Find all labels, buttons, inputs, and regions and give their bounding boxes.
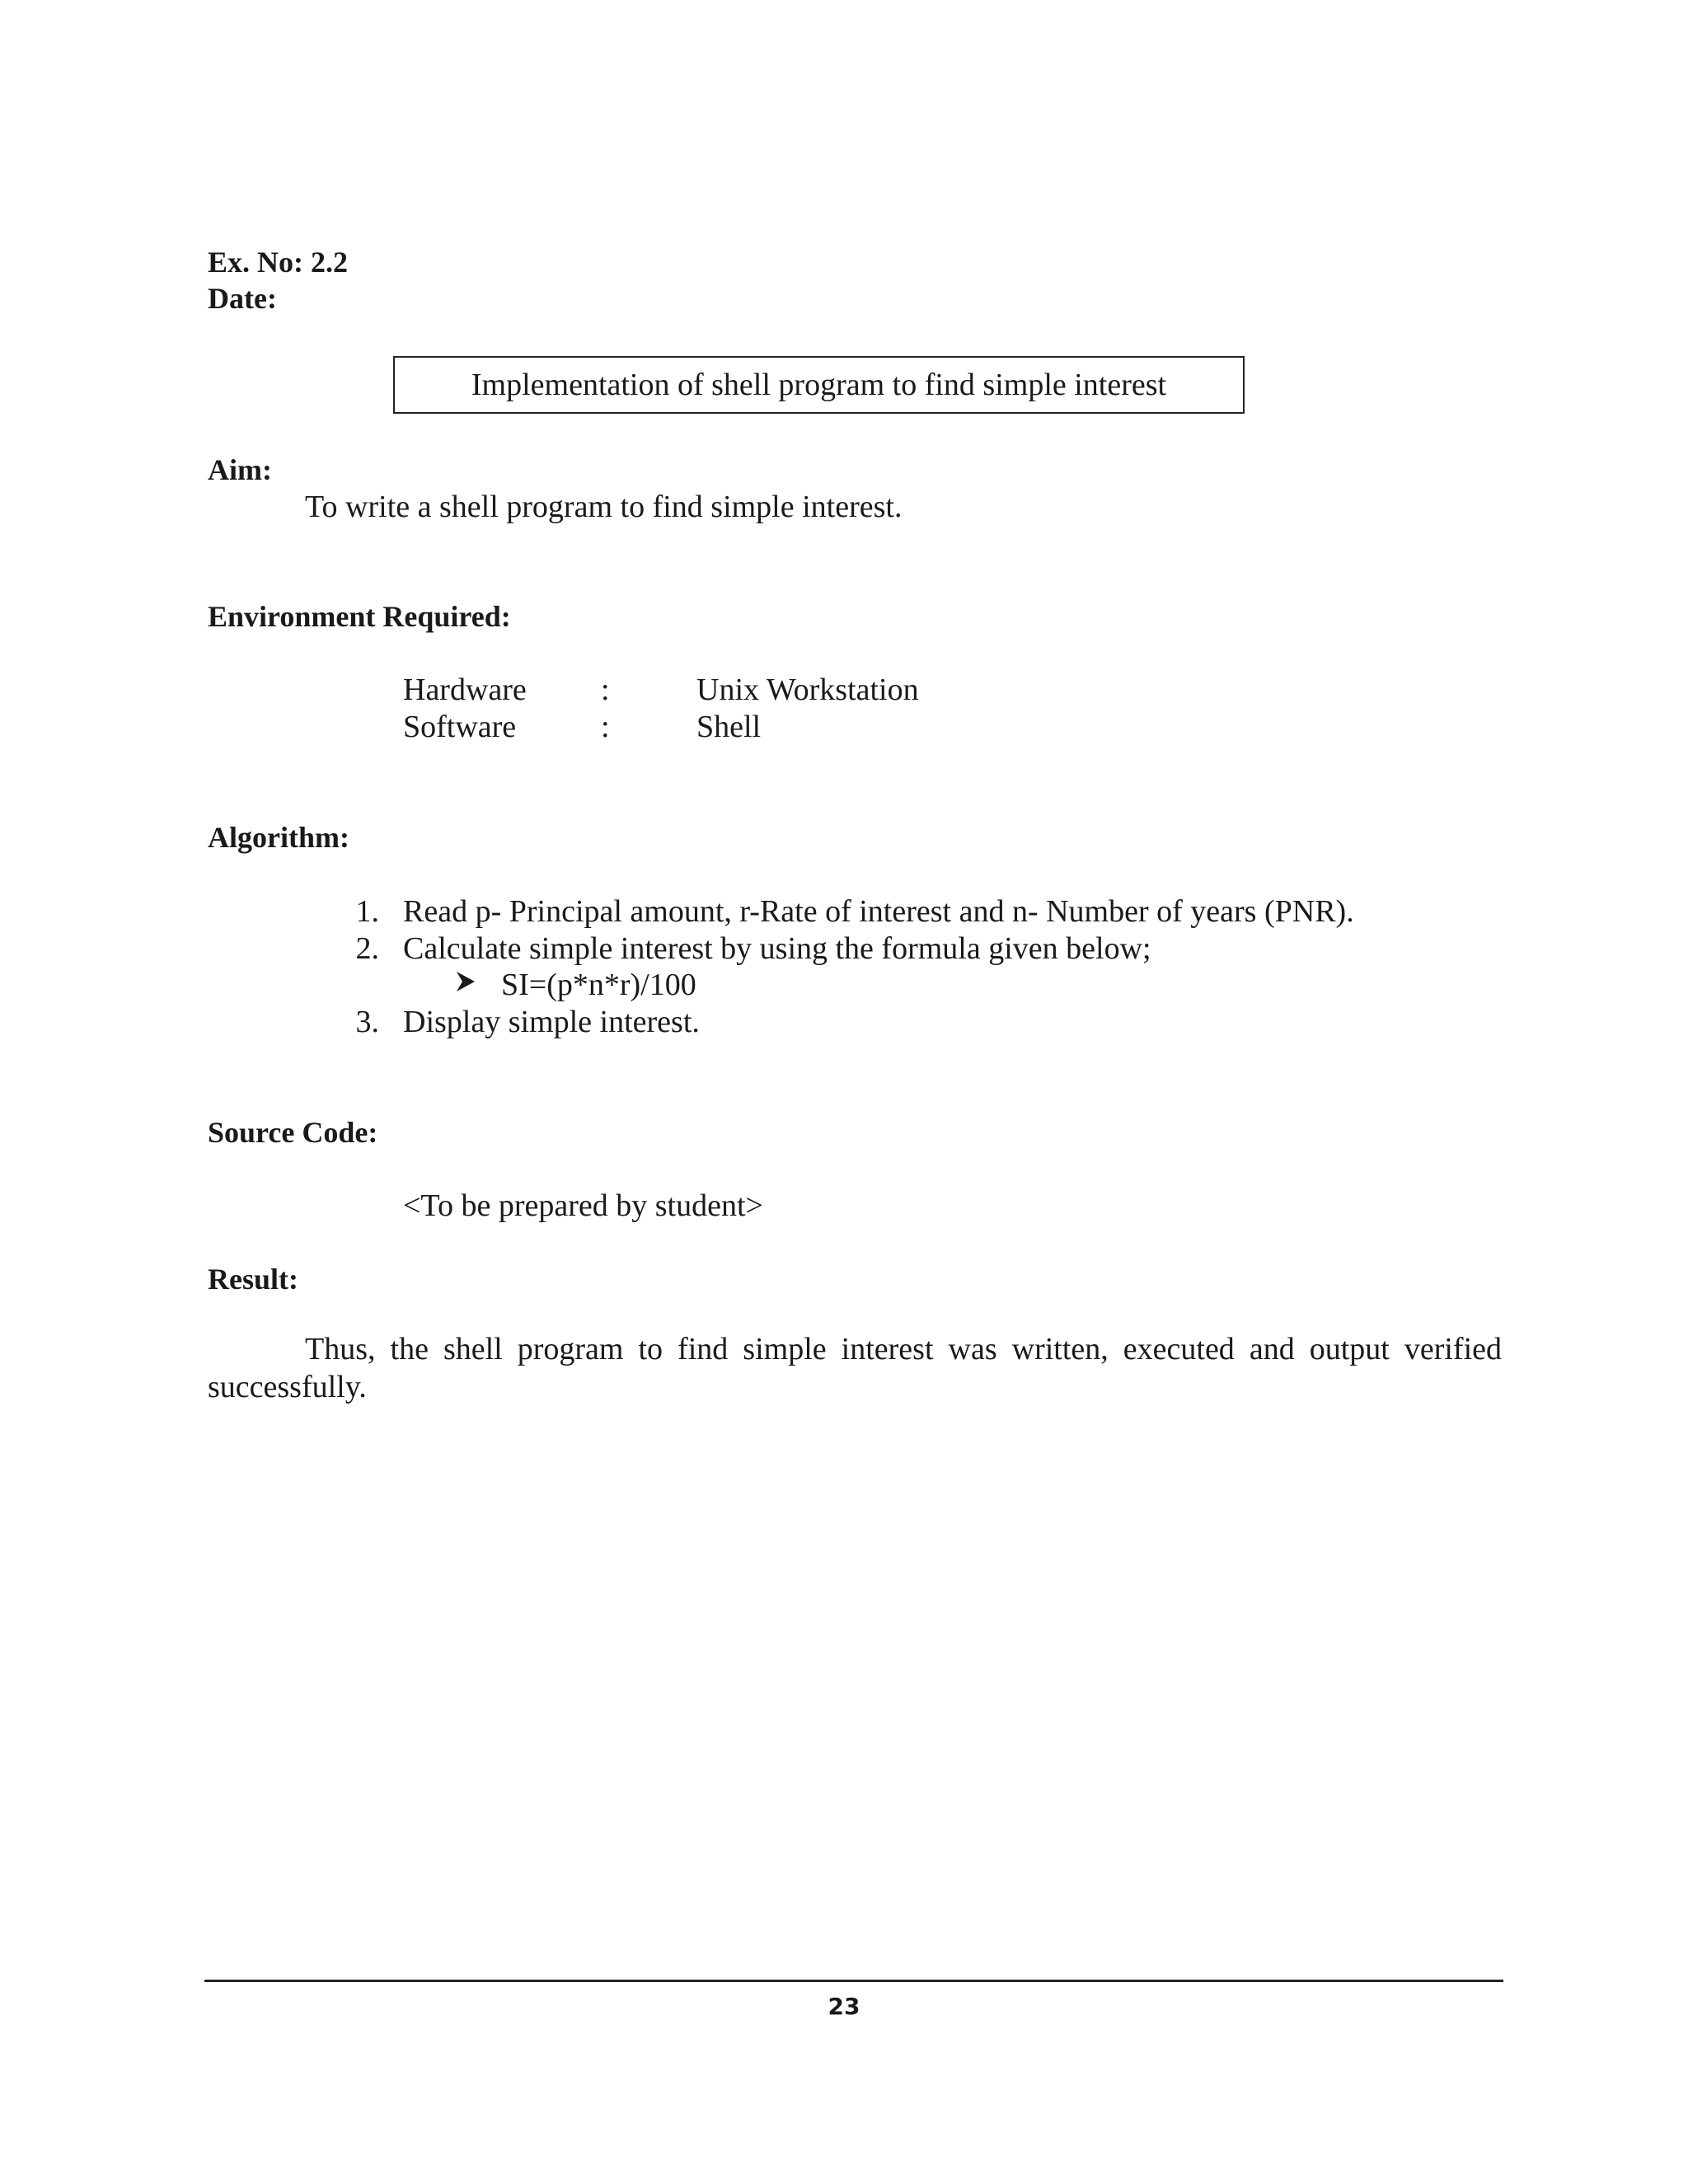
algorithm-heading: Algorithm: (208, 821, 349, 854)
footer-divider (204, 1980, 1503, 1982)
environment-key: Software (403, 710, 517, 744)
environment-heading: Environment Required: (208, 600, 511, 633)
source-code-placeholder: <To be prepared by student> (403, 1188, 763, 1223)
environment-value: Shell (696, 710, 762, 744)
arrow-bullet-icon (455, 970, 476, 993)
environment-separator: : (601, 673, 610, 707)
title-box (393, 356, 1245, 414)
result-heading: Result: (208, 1263, 298, 1296)
environment-separator: : (601, 710, 610, 744)
document-title: Implementation of shell program to find simple interest (471, 368, 1167, 402)
environment-key: Hardware (403, 673, 527, 707)
environment-row-software (403, 708, 1145, 746)
environment-row-hardware (403, 671, 1145, 709)
algorithm-step-number: 2. (355, 931, 379, 966)
date-label: Date: (208, 282, 277, 315)
algorithm-step-number: 1. (355, 894, 379, 929)
page-number: 23 (828, 1993, 860, 2020)
formula-text: SI=(p*n*r)/100 (501, 968, 696, 1002)
aim-heading: Aim: (208, 453, 272, 486)
algorithm-step-text: Calculate simple interest by using the formula given below; (403, 931, 1151, 966)
aim-text: To write a shell program to find simple interest. (305, 490, 903, 524)
result-text: Thus, the shell program to find simple interest was written, executed and output verified successfully. (208, 1332, 1502, 1404)
environment-value: Unix Workstation (696, 673, 919, 707)
algorithm-step-number: 3. (355, 1005, 379, 1039)
algorithm-step-text: Read p- Principal amount, r-Rate of interest and n- Number of years (PNR). (403, 894, 1354, 929)
exercise-number: Ex. No: 2.2 (208, 246, 348, 279)
source-code-heading: Source Code: (208, 1116, 378, 1149)
algorithm-step-text: Display simple interest. (403, 1005, 700, 1039)
